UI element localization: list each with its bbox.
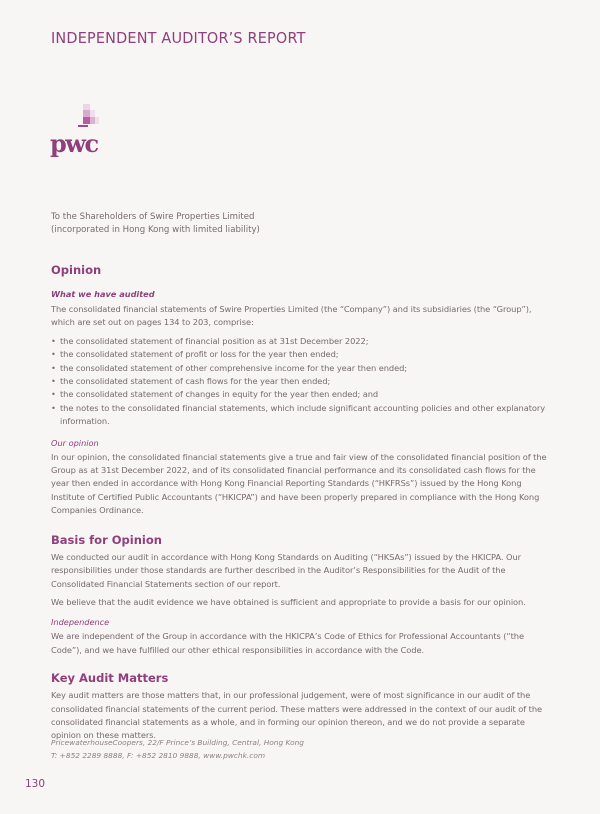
footer-address-line: PricewaterhouseCoopers, 22/F Prince’s Building, Central, Hong Kong <box>51 738 304 747</box>
pwc-logo <box>50 104 110 160</box>
basis-paragraph: We believe that the audit evidence we have obtained is sufficient and appropriate to provide a basis for our opinion. <box>51 596 526 607</box>
key-audit-matters-text: Key audit matters are those matters that, in our professional judgement, were of most significance in our audit of the consolidated financial statements of the current period. These matters were addressed in the context of our audit of the consolidated financial statements as a whole, and in forming our opinion thereon, and we do not provide a separate opinion on these matters. <box>51 690 543 741</box>
key-audit-matters-section <box>51 670 551 743</box>
list-item: • the consolidated statement of changes in equity for the year then ended; and <box>51 388 551 401</box>
bullet-icon: • <box>51 389 56 400</box>
bullet-icon: • <box>51 335 56 346</box>
basis-paragraph: We conducted our audit in accordance with Hong Kong Standards on Auditing (“HKSAs”) issued by the HKICPA. Our responsibilities under those standards are further described in the Auditor’s Responsibilities for the Audit of the Consolidated Financial Statements section of our report. <box>51 551 521 589</box>
statement-list <box>51 335 551 429</box>
basis-section <box>51 532 551 657</box>
pwc-wordmark: pwc <box>50 129 98 158</box>
subheading-what-audited: What we have audited <box>51 289 155 299</box>
opinion-section <box>51 262 551 518</box>
list-item: • the consolidated statement of other comprehensive income for the year then ended; <box>51 362 551 375</box>
list-item: • the consolidated statement of financial position as at 31st December 2022; <box>51 335 551 348</box>
list-item: • the consolidated statement of cash flows for the year then ended; <box>51 375 551 388</box>
report-title: INDEPENDENT AUDITOR’S REPORT <box>51 29 306 47</box>
bullet-icon: • <box>51 349 56 360</box>
independence-text: We are independent of the Group in accordance with the HKICPA’s Code of Ethics for Professional Accountants (“the Code”), and we have fulfilled our other ethical responsibilities in accordance with the Code. <box>51 631 525 655</box>
our-opinion-text: In our opinion, the consolidated financial statements give a true and fair view of the consolidated financial position of the Group as at 31st December 2022, and of its consolidated financial performance and its consolidated cash flows for the year then ended in accordance with Hong Kong Financial Reporting Standards (“HKFRSs”) issued by the Hong Kong Institute of Certified Public Accountants (“HKICPA”) and have been properly prepared in compliance with the Hong Kong Companies Ordinance. <box>51 451 547 516</box>
report-body <box>51 262 551 743</box>
audited-intro: The consolidated financial statements of Swire Properties Limited (the “Company”) and its subsidiaries (the “Group”), which are set out on pages 134 to 203, comprise: <box>51 304 532 328</box>
addressee-line: To the Shareholders of Swire Properties Limited <box>51 212 255 222</box>
section-heading-key-audit-matters: Key Audit Matters <box>51 671 169 686</box>
list-item: • the consolidated statement of profit or loss for the year then ended; <box>51 348 551 361</box>
subheading-independence: Independence <box>51 617 110 628</box>
addressee <box>51 211 260 237</box>
section-heading-opinion: Opinion <box>51 263 102 277</box>
page-number: 130 <box>25 778 46 790</box>
bullet-icon: • <box>51 402 56 413</box>
addressee-line: (incorporated in Hong Kong with limited liability) <box>51 225 260 235</box>
list-item: • the notes to the consolidated financial statements, which include significant accounting policies and other explanatory information. <box>51 402 546 427</box>
bullet-icon: • <box>51 362 56 373</box>
bullet-icon: • <box>51 376 56 387</box>
footer-address <box>51 736 304 762</box>
subheading-our-opinion: Our opinion <box>51 437 99 448</box>
section-heading-basis: Basis for Opinion <box>51 532 162 547</box>
footer-contact-line: T: +852 2289 8888, F: +852 2810 9888, www.pwchk.com <box>51 751 266 760</box>
